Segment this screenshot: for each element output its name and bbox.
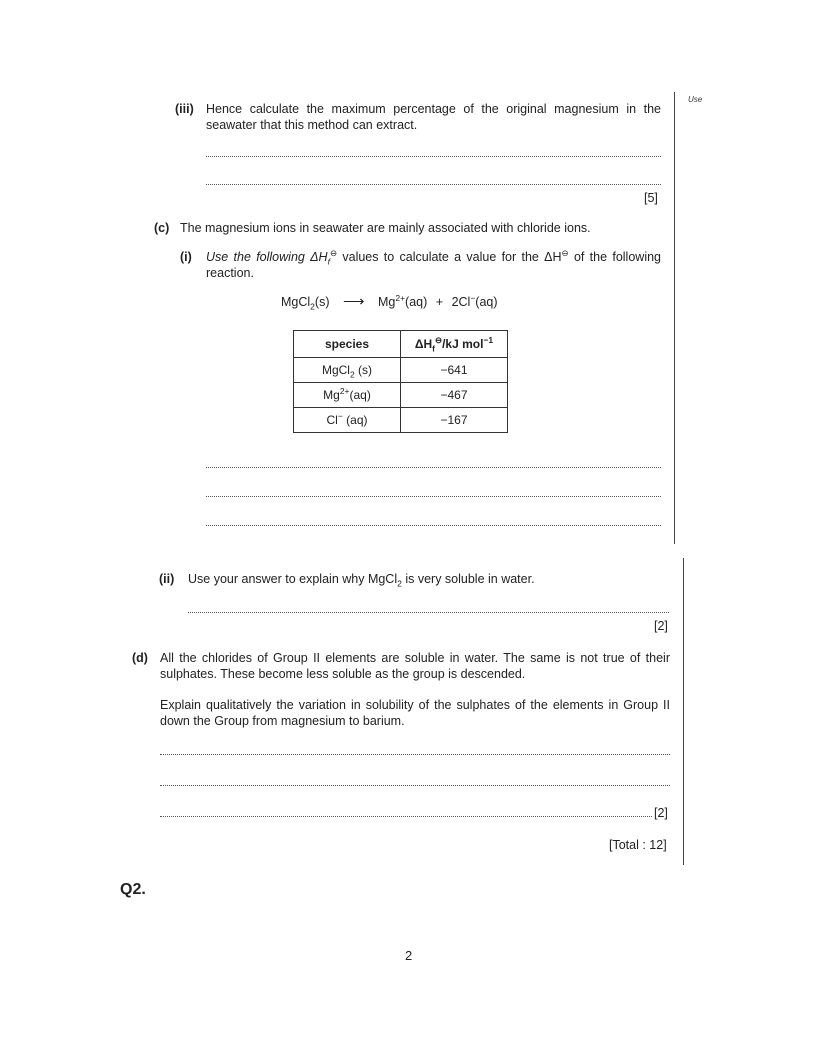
margin-rule-bottom [683,558,684,865]
margin-note: Use [688,95,703,104]
answer-line[interactable] [160,785,670,786]
part-c-i-text-mid: values to calculate a value for the ΔH [337,250,562,264]
table-header-species: species [294,331,401,358]
part-c-ii-text: Use your answer to explain why MgCl$_2$ is very soluble in water. [188,572,535,589]
table-cell-value: −167 [401,408,508,433]
part-c-i-text-end: of the following reaction. [206,250,661,280]
answer-line[interactable] [206,184,661,185]
table-header-row [294,331,508,358]
enthalpy-table [293,330,508,433]
answer-line[interactable] [206,467,661,468]
table-row [294,408,508,433]
part-d-label: (d) [132,651,148,665]
table-cell-species: Cl− (aq) [294,408,401,433]
reaction-equation: MgCl$_2$(s) ⟶ $Mg^{2+}(aq) + 2Cl^-(aq)$ [281,292,498,312]
part-c-i-text: Use the following $\Delta H_f^⊖$ values to calculate a value for the ΔH⊖ of the following reaction. [206,247,661,280]
part-c-text: The magnesium ions in seawater are mainly associated with chloride ions. [180,221,591,235]
reaction-arrow: ⟶ [342,293,365,310]
part-b-iii-text: Hence calculate the maximum percentage of the original magnesium in the seawater that this method can extract. [206,102,661,132]
answer-line[interactable] [206,496,661,497]
answer-line[interactable] [206,525,661,526]
part-c-ii-label: (ii) [159,572,175,586]
delta-h-f-symbol: Use the following ΔH [206,250,328,264]
table-cell-value: −641 [401,358,508,383]
part-d-text-2: Explain qualitatively the variation in solubility of the sulphates of the elements in Group II down the Group from magnesium to barium. [160,698,670,728]
part-c-ii-marks: [2] [654,619,668,633]
margin-rule-top [674,92,675,544]
part-c-i-label: (i) [180,250,192,264]
table-row [294,358,508,383]
page-number: 2 [405,948,413,963]
table-cell-species: $Mg^{2+}(aq)$ [294,383,401,408]
answer-line[interactable] [160,816,652,817]
table-cell-species: MgCl$_2$ (s) [294,358,401,383]
table-cell-value: −467 [401,383,508,408]
table-header-enthalpy: $\Delta H_f^⊖/kJ$ mol$^{-1}$ [401,331,508,358]
total-marks: [Total : 12] [609,838,667,852]
table-row [294,383,508,408]
answer-line[interactable] [188,612,669,613]
answer-line[interactable] [160,754,670,755]
part-d-marks: [2] [654,806,668,820]
part-b-iii-label: (iii) [175,102,194,116]
part-b-iii-marks: [5] [644,191,658,205]
question-heading: Q2. [120,881,146,898]
part-c-label: (c) [154,221,170,235]
answer-line[interactable] [206,156,661,157]
part-d-text-1: All the chlorides of Group II elements are soluble in water. The same is not true of their sulphates. These become less soluble as the group is descended. [160,651,670,681]
